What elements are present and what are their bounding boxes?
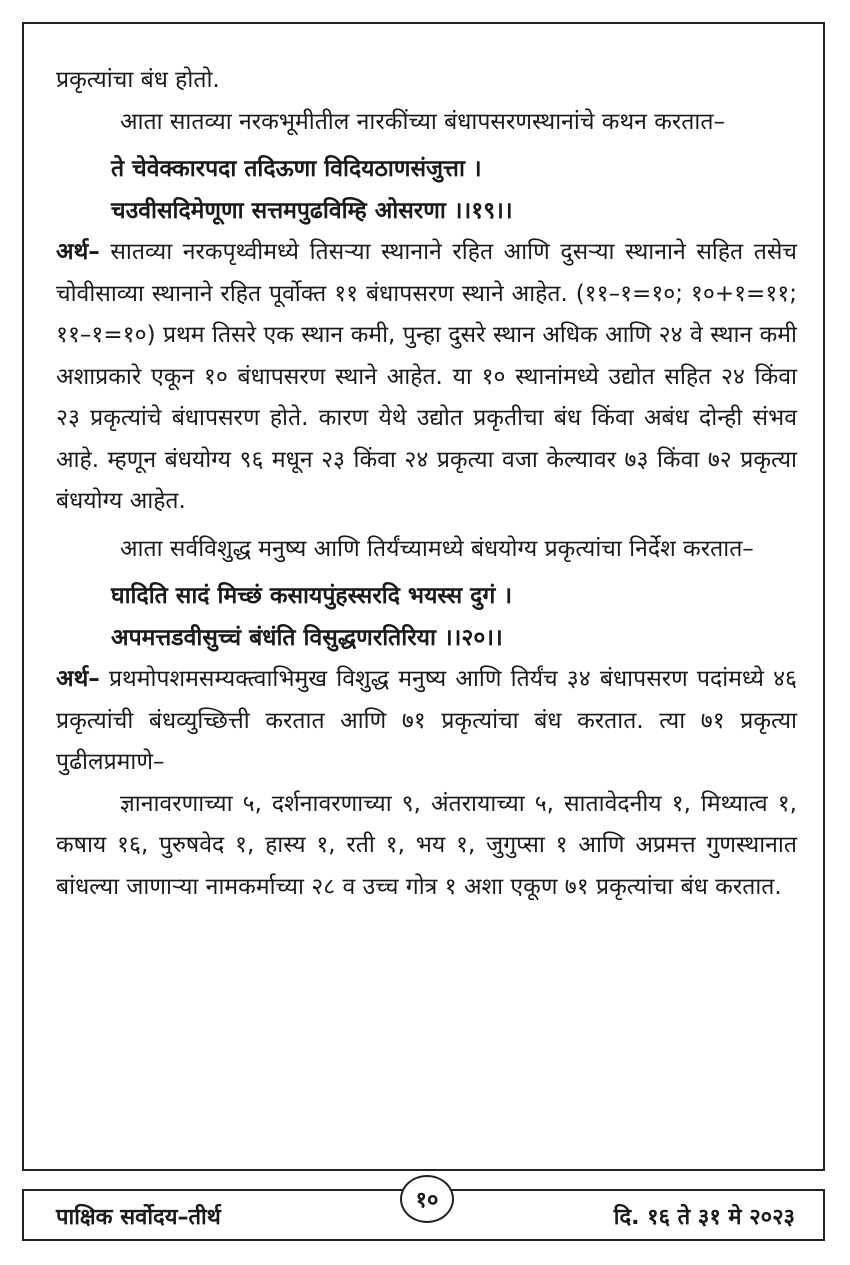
paragraph-list: ज्ञानावरणाच्या ५, दर्शनावरणाच्या ९, अंतरायाच्या ५, सातावेदनीय १, मिथ्यात्व १, कषाय १६, पुरुषवेद १, हास्य १, रती १, भय १, जुगुप्सा १ आणि अप्रमत्त गुणस्थानात बांधल्या जाणाऱ्या नामकर्माच्या २८ व उच्च गोत्र १ अशा एकूण ७१ प्रकृत्यांचा बंध करतात. xyxy=(56,790,797,900)
meaning-text: सातव्या नरकपृथ्वीमध्ये तिसऱ्या स्थानाने रहित आणि दुसऱ्या स्थानाने सहित तसेच चोवीसाव्या स्थानाने रहित पूर्वोक्त ११ बंधापसरण स्थाने आहेत. (११–१=१०; १०+१=११; ११–१=१०) प्रथम तिसरे एक स्थान कमी, पुन्हा दुसरे स्थान अधिक आणि २४ वे स्थान कमी अशाप्रकारे एकून १० बंधापसरण स्थाने आहेत. या १० स्थानांमध्ये उद्योत सहित २४ किंवा २३ प्रकृत्यांचे बंधापसरण होते. कारण येथे उद्योत प्रकृतीचा बंध किंवा अबंध दोन्ही संभव आहे. म्हणून बंधयोग्य ९६ मधून २३ किंवा २४ प्रकृत्या वजा केल्यावर ७३ किंवा ७२ प्रकृत्या बंधयोग्य आहेत. xyxy=(56,239,797,514)
meaning-label: अर्थ– xyxy=(56,239,100,265)
issue-date: दि. १६ ते ३१ मे २०२३ xyxy=(613,1205,795,1230)
verse-20-line-2: अपमत्तडवीसुच्चं बंधंति विसुद्धणरतिरिया ।।२०।। xyxy=(111,624,503,651)
verse-19-line-2: चउवीसदिमेणूणा सत्तमपुढविम्हि ओसरणा ।।१९।। xyxy=(111,197,513,224)
page-content xyxy=(56,60,797,908)
meaning-text: प्रथमोपशमसम्यक्त्वाभिमुख विशुद्ध मनुष्य आणि तिर्यंच ३४ बंधापसरण पदांमध्ये ४६ प्रकृत्यांची बंधव्युच्छित्ती करतात आणि ७१ प्रकृत्यांचा बंध करतात. त्या ७१ प्रकृत्या पुढीलप्रमाणे– xyxy=(56,666,797,775)
paragraph-intro-verse-20: आता सर्वविशुद्ध मनुष्य आणि तिर्यंच्यामध्ये बंधयोग्य प्रकृत्यांचा निर्देश करतात– xyxy=(120,535,754,562)
paragraph-continuation: प्रकृत्यांचा बंध होतो. xyxy=(56,67,220,93)
page-number: १० xyxy=(400,1175,454,1223)
page-footer xyxy=(22,1189,825,1241)
page-frame xyxy=(22,22,825,1171)
meaning-paragraph-2 xyxy=(56,659,797,784)
verse-19-line-1: ते चेवेक्कारपदा तदिऊणा विदियठाणसंजुत्ता । xyxy=(111,156,482,182)
verse-20-line-1: घादिति सादं मिच्छं कसायपुंहस्सरदि भयस्स दुगं । xyxy=(111,583,513,609)
publication-name: पाक्षिक सर्वोदय–तीर्थ xyxy=(56,1205,221,1230)
meaning-paragraph-1 xyxy=(56,232,797,523)
paragraph-intro-verse-19: आता सातव्या नरकभूमीतील नारकींच्या बंधापसरणस्थानांचे कथन करतात– xyxy=(120,108,725,135)
meaning-label: अर्थ– xyxy=(56,666,100,692)
